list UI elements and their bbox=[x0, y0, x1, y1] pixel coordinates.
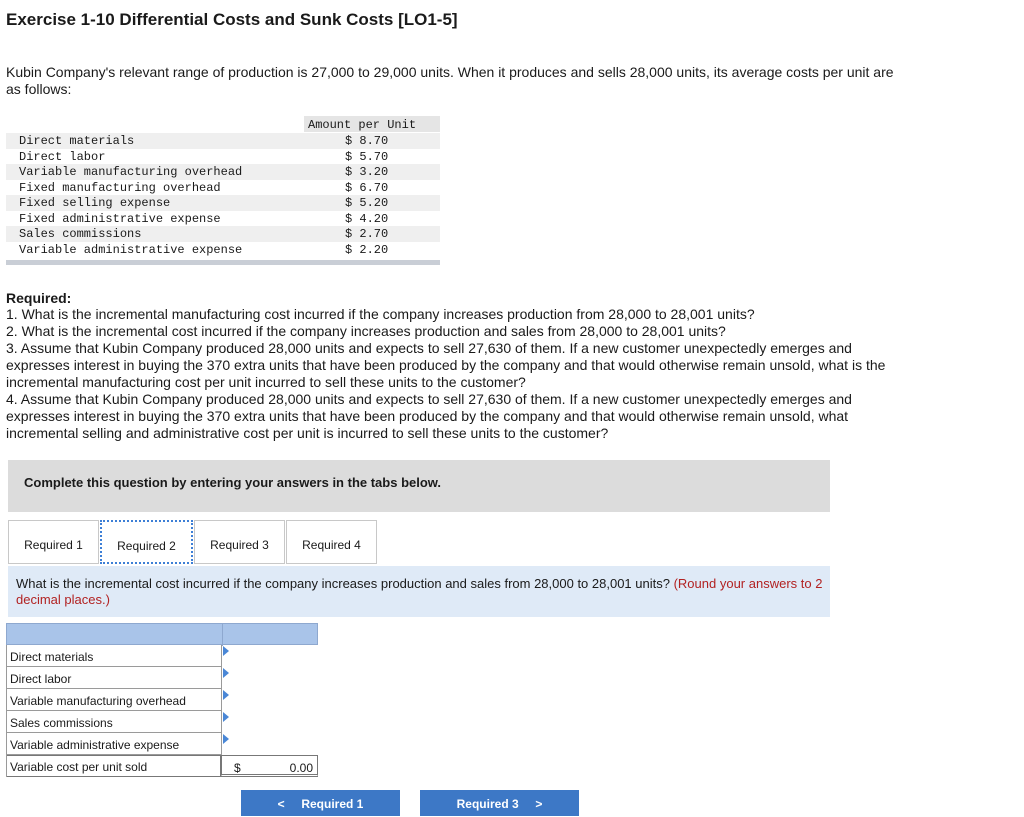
answer-row bbox=[6, 711, 318, 733]
answer-row-label: Variable administrative expense bbox=[10, 738, 180, 752]
required-item-3: 3. Assume that Kubin Company produced 28,000 units and expects to sell 27,630 of them. If a new customer unexpectedly emerges and expresses interest in buying the 370 extra units that have been produced by the company and that would otherwise remain unsold, what is the incremental manufacturing cost per unit incurred to sell these units to the customer? bbox=[6, 340, 886, 390]
answer-row-label: Variable manufacturing overhead bbox=[10, 694, 186, 708]
answer-row bbox=[6, 689, 318, 711]
cost-row-amount: $ 5.70 bbox=[345, 149, 389, 164]
question-panel bbox=[8, 566, 830, 617]
cost-row-label: Direct labor bbox=[19, 149, 106, 164]
cost-row-amount: $ 5.20 bbox=[345, 196, 389, 210]
variable-manufacturing-overhead-input[interactable] bbox=[221, 689, 318, 711]
table-left-border bbox=[6, 645, 7, 777]
page-title: Exercise 1-10 Differential Costs and Sunk Costs [LO1-5] bbox=[6, 10, 458, 29]
answer-table-header bbox=[6, 623, 318, 645]
cost-row-label: Direct materials bbox=[19, 134, 135, 148]
cost-row-amount: $ 4.20 bbox=[345, 211, 389, 226]
tab-required-3[interactable]: Required 3 bbox=[194, 520, 285, 564]
question-text bbox=[16, 576, 826, 608]
variable-cost-per-unit-total bbox=[221, 755, 318, 777]
cost-row-amount: $ 2.70 bbox=[345, 227, 389, 241]
required-list bbox=[6, 306, 906, 442]
direct-labor-input[interactable] bbox=[221, 667, 318, 689]
cost-row bbox=[6, 242, 440, 258]
tab-required-2[interactable]: Required 2 bbox=[100, 520, 193, 564]
required-heading: Required: bbox=[6, 290, 72, 306]
prev-button-label: Required 1 bbox=[301, 797, 364, 811]
rounding-note: (Round your answers to 2 decimal places.) bbox=[16, 576, 823, 607]
header-divider bbox=[222, 624, 223, 646]
cost-row bbox=[6, 226, 440, 242]
answer-row-label: Direct materials bbox=[10, 650, 94, 664]
sales-commissions-input[interactable] bbox=[221, 711, 318, 733]
answer-row-label: Direct labor bbox=[10, 672, 72, 686]
cost-row-amount: $ 6.70 bbox=[345, 180, 389, 195]
cost-row-label: Fixed administrative expense bbox=[19, 211, 221, 226]
total-value: 0.00 bbox=[289, 761, 313, 775]
cost-row-amount: $ 2.20 bbox=[345, 242, 389, 257]
input-marker-icon bbox=[223, 712, 229, 722]
variable-administrative-expense-input[interactable] bbox=[221, 733, 318, 755]
instructions-text: Complete this question by entering your answers in the tabs below. bbox=[24, 475, 442, 490]
cost-row-label: Variable administrative expense bbox=[19, 242, 243, 257]
tab-required-4[interactable]: Required 4 bbox=[286, 520, 377, 564]
answer-row bbox=[6, 645, 318, 667]
answer-total-row bbox=[6, 755, 318, 777]
amount-per-unit-header: Amount per Unit bbox=[308, 118, 417, 132]
input-marker-icon bbox=[223, 646, 229, 656]
cost-table-header bbox=[304, 116, 440, 132]
answer-row bbox=[6, 733, 318, 755]
cost-table-bottom-rule bbox=[6, 260, 440, 265]
chevron-right-icon: > bbox=[535, 797, 543, 811]
cost-row-label: Variable manufacturing overhead bbox=[19, 165, 243, 179]
cost-row bbox=[6, 211, 440, 227]
cost-row-amount: $ 3.20 bbox=[345, 165, 389, 179]
input-marker-icon bbox=[223, 668, 229, 678]
currency-symbol: $ bbox=[234, 761, 241, 775]
next-button-label: Required 3 bbox=[456, 797, 519, 811]
cost-row bbox=[6, 149, 440, 165]
question-body: What is the incremental cost incurred if the company increases production and sales from 28,000 to 28,001 units? bbox=[16, 576, 670, 591]
answer-row-label: Sales commissions bbox=[10, 716, 113, 730]
total-label: Variable cost per unit sold bbox=[10, 760, 148, 774]
chevron-left-icon: < bbox=[277, 797, 285, 811]
cost-table bbox=[6, 114, 440, 266]
cost-row-label: Fixed manufacturing overhead bbox=[19, 180, 221, 195]
instructions-banner bbox=[8, 460, 830, 512]
cost-row-label: Fixed selling expense bbox=[19, 196, 171, 210]
tab-required-1[interactable]: Required 1 bbox=[8, 520, 99, 564]
intro-text: Kubin Company's relevant range of production is 27,000 to 29,000 units. When it produces and sells 28,000 units, its average costs per unit are as follows: bbox=[6, 64, 894, 97]
next-required-button[interactable] bbox=[420, 790, 579, 816]
required-item-1: 1. What is the incremental manufacturing cost incurred if the company increases production from 28,000 to 28,001 units? bbox=[6, 306, 755, 322]
input-marker-icon bbox=[223, 734, 229, 744]
cost-row bbox=[6, 195, 440, 211]
input-marker-icon bbox=[223, 690, 229, 700]
cost-row bbox=[6, 133, 440, 149]
cost-row-amount: $ 8.70 bbox=[345, 134, 389, 148]
cost-row bbox=[6, 180, 440, 196]
cost-row-label: Sales commissions bbox=[19, 227, 142, 241]
prev-required-button[interactable] bbox=[241, 790, 400, 816]
required-item-2: 2. What is the incremental cost incurred if the company increases production and sales from 28,000 to 28,001 units? bbox=[6, 323, 726, 339]
direct-materials-input[interactable] bbox=[221, 645, 318, 667]
answer-row bbox=[6, 667, 318, 689]
cost-row bbox=[6, 164, 440, 180]
required-item-4: 4. Assume that Kubin Company produced 28,000 units and expects to sell 27,630 of them. If a new customer unexpectedly emerges and expresses interest in buying the 370 extra units that have been produced by the company and that would otherwise remain unsold, what incremental selling and administrative cost per unit is incurred to sell these units to the customer? bbox=[6, 391, 852, 441]
